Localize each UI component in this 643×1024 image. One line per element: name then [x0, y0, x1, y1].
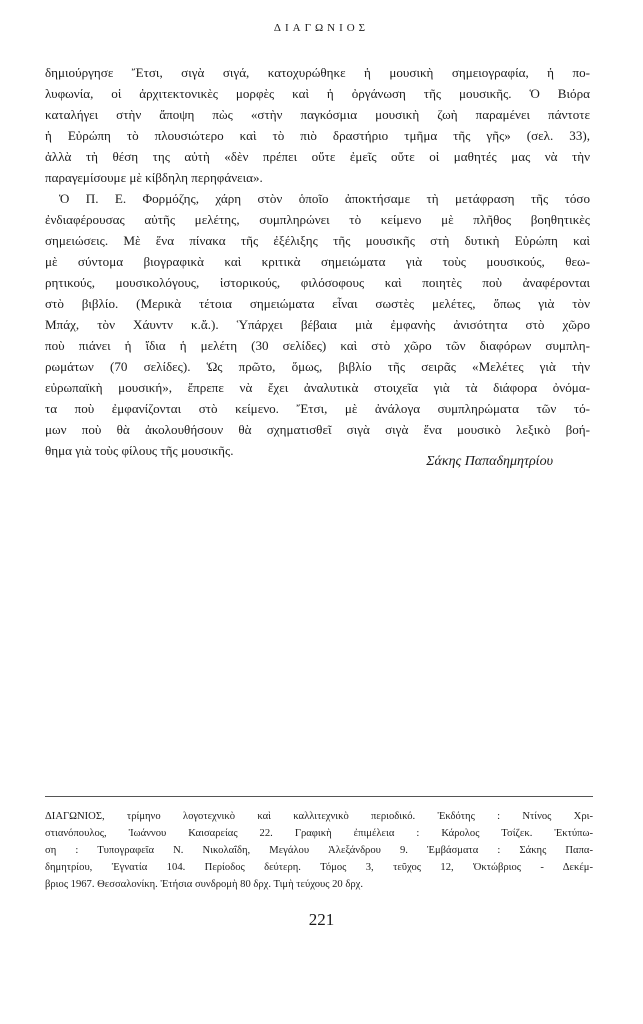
colophon-divider: [45, 796, 593, 797]
colophon-line: ΔΙΑΓΩΝΙΟΣ, τρίμηνο λογοτεχνικὸ καὶ καλλιτεχνικὸ περιοδικό. Ἐκδότης : Ντίνος Χρι-: [45, 811, 593, 822]
colophon-line: βριος 1967. Θεσσαλονίκη. Ἐτήσια συνδρομὴ 80 δρχ. Τιμὴ τεύχους 20 δρχ.: [45, 879, 363, 890]
running-title: ΔΙΑΓΩΝΙΟΣ: [273, 22, 370, 34]
article-line: ρητικούς, μουσικολόγους, ἱστορικούς, φιλόσοφους καὶ ποιητὲς ποὺ ἀναφέρονται: [45, 275, 590, 290]
author-signature: Σάκης Παπαδημητρίου: [426, 454, 553, 469]
article-line: θημα γιὰ τοὺς φίλους τῆς μουσικῆς.: [45, 443, 234, 458]
article-line: ἀλλὰ τὴ θέση της αὐτὴ «δὲν πρέπει οὔτε ἐμεῖς οὔτε οἱ μαθητές μας νὰ τὴν: [45, 149, 590, 164]
article-line: λυφωνία, οἱ ἀρχιτεκτονικὲς μορφὲς καὶ ἡ ὀργάνωση τῆς μουσικῆς. Ὁ Βιόρα: [45, 86, 590, 101]
article-line: τα ποὺ ἐμφανίζονται στὸ κείμενο. Ἔτσι, μὲ ἀνάλογα συμπληρώματα τῶν τό-: [45, 401, 590, 416]
article-line: Ὁ Π. Ε. Φορμόζης, χάρη στὸν ὁποῖο ἀποκτήσαμε τὴ μετάφραση τῆς τόσο: [59, 191, 590, 206]
article-line: Μπάχ, τὸν Χάυντν κ.ἄ.). Ὑπάρχει βέβαια μιὰ ἐμφανὴς ἀνισότητα στὸ χῶρο: [45, 317, 590, 332]
colophon-line: στιανόπουλος, Ἰωάννου Καισαρείας 22. Γραφικὴ ἐπιμέλεια : Κάρολος Τσίζεκ. Ἐκτύπω-: [45, 828, 593, 839]
article-line: ποὺ πιάνει ἡ ἴδια ἡ μελέτη (30 σελίδες) καὶ στὸ χῶρο τῶν διαφόρων συμπλη-: [45, 338, 590, 353]
article-line: καταλήγει στὴν ἄποψη πὼς «στὴν παγκόσμια μουσικὴ ζωὴ παραμένει πάντοτε: [45, 107, 590, 122]
colophon-line: δημητρίου, Ἐγνατία 104. Περίοδος δεύτερη. Τόμος 3, τεῦχος 12, Ὀκτώβριος - Δεκέμ-: [45, 862, 593, 873]
page-number: 221: [308, 910, 335, 929]
article-line: σημειώσεις. Μὲ ἕνα πίνακα τῆς ἐξέλιξης τῆς μουσικῆς στὴ δυτικὴ Εὐρώπη καὶ: [45, 233, 590, 248]
colophon-line: ση : Τυπογραφεῖα Ν. Νικολαΐδη, Μεγάλου Ἀλεξάνδρου 9. Ἐμβάσματα : Σάκης Παπα-: [45, 845, 593, 856]
article-line: ἡ Εὐρώπη τὸ πλουσιώτερο καὶ τὸ πιὸ δραστήριο τμῆμα τῆς γῆς» (σελ. 33),: [45, 128, 590, 143]
article-line: εὐρωπαϊκὴ μουσική», ἔπρεπε νὰ ἔχει ἀναλυτικὰ στοιχεῖα γιὰ τὰ διάφορα ὀνόμα-: [45, 380, 590, 395]
article-line: ἐνδιαφέρουσας αὐτῆς μελέτης, συμπληρώνει τὸ κείμενο μὲ πλῆθος βοηθητικὲς: [45, 212, 590, 227]
article-line: στὸ βιβλίο. (Μερικὰ τέτοια σημειώματα εἶναι σωστὲς μελέτες, ὅπως γιὰ τὸν: [45, 296, 590, 311]
article-line: μὲ σύντομα βιογραφικὰ καὶ κριτικὰ σημειώματα γιὰ τοὺς μουσικούς, θεω-: [45, 254, 590, 269]
article-line: μων ποὺ θὰ ἀκολουθήσουν θὰ σχηματισθεῖ σιγὰ σιγὰ ἕνα μουσικὸ λεξικὸ βοή-: [45, 422, 590, 437]
colophon: [45, 808, 593, 893]
article-line: δημιούργησε Ἔτσι, σιγὰ σιγά, κατοχυρώθηκε ἡ μουσικὴ σημειογραφία, ἡ πο-: [45, 65, 590, 80]
article-line: ρωμάτων (70 σελίδες). Ὡς πρῶτο, ὅμως, βιβλίο τῆς σειρᾶς «Μελέτες γιὰ τὴν: [45, 359, 590, 374]
article-body: [45, 62, 590, 461]
article-line: παραγεμίσουμε μὲ κίβδηλη περηφάνεια».: [45, 170, 263, 185]
